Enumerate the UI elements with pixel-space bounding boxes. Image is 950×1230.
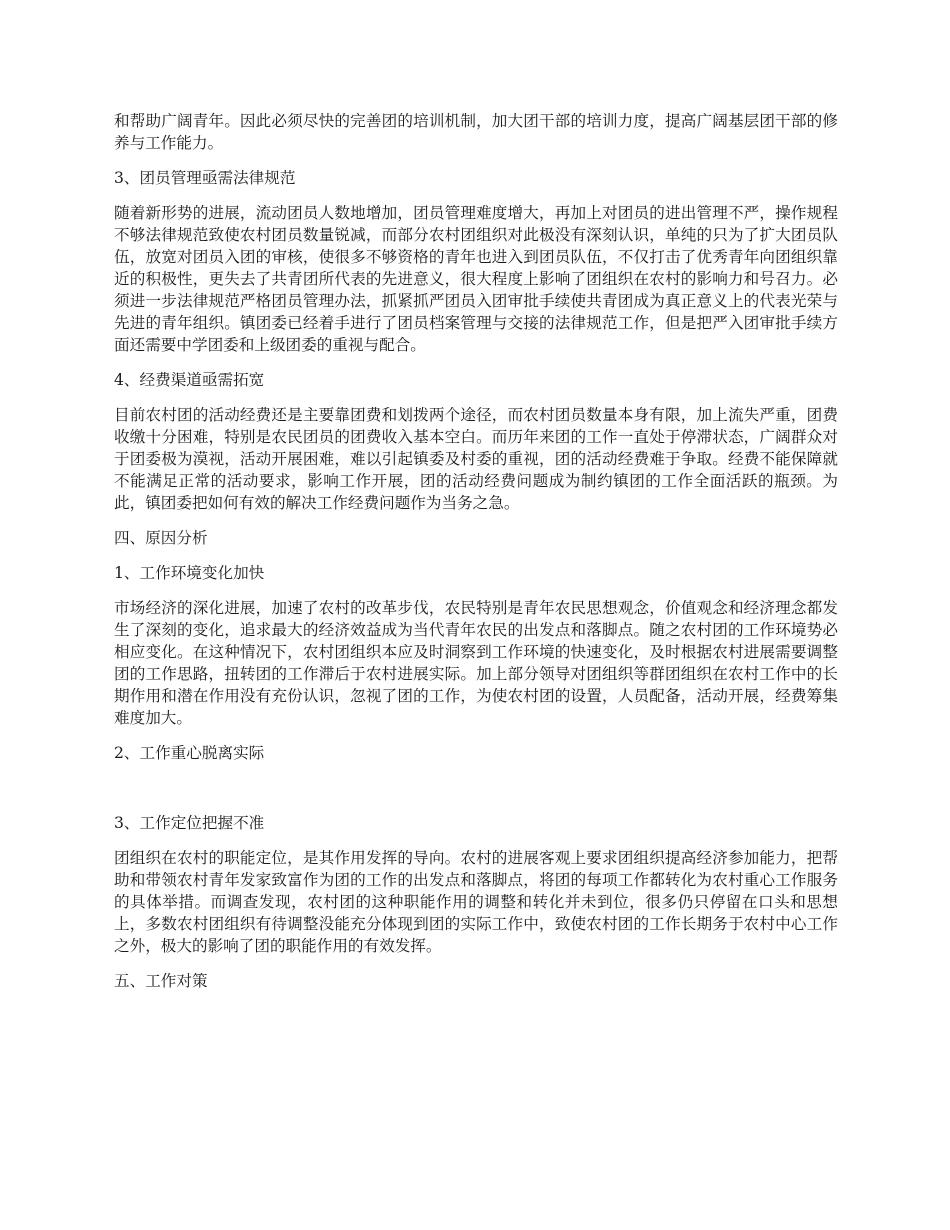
blank-gap xyxy=(114,777,838,812)
paragraph-funding: 目前农村团的活动经费还是主要靠团费和划拨两个途径，而农村团员数量本身有限，加上流失严重，团费收缴十分困难，特别是农民团员的团费收入基本空白。而历年来团的工作一直处于停滞状态，广阔群众对于团委极为漠视，活动开展困难，难以引起镇委及村委的重视，团的活动经费难于争取。经费不能保障就不能满足正常的活动要求，影响工作开展，团的活动经费问题成为制约镇团的工作全面活跃的瓶颈。为此，镇团委把如何有效的解决工作经费问题作为当务之急。 xyxy=(114,406,838,512)
heading-positioning: 3、工作定位把握不准 xyxy=(114,814,265,832)
heading-work-focus: 2、工作重心脱离实际 xyxy=(114,744,265,762)
paragraph-environment-change: 市场经济的深化进展，加速了农村的改革步伐，农民特别是青年农民思想观念，价值观念和经济理念都发生了深刻的变化，追求最大的经济效益成为当代青年农民的出发点和落脚点。随之农村团的工作环境势必相应变化。在这种情况下，农村团组织本应及时洞察到工作环境的快速变化，及时根据农村进展需要调整团的工作思路，扭转团的工作滞后于农村进展实际。加上部分领导对团组织等群团组织在农村工作中的长期作用和潜在作用没有充份认识，忽视了团的工作，为使农村团的设置，人员配备，活动开展，经费筹集难度加大。 xyxy=(114,599,838,727)
heading-cause-analysis: 四、原因分析 xyxy=(114,529,208,547)
heading-countermeasures: 五、工作对策 xyxy=(114,972,208,990)
paragraph-member-management: 随着新形势的进展，流动团员人数地增加，团员管理难度增大，再加上对团员的进出管理不严，操作规程不够法律规范致使农村团员数量锐减，而部分农村团组织对此极没有深刻认识，单纯的只为了扩大团员队伍，放宽对团员入团的审核，使很多不够资格的青年也进入到团员队伍，不仅打击了优秀青年向团组织靠近的积极性，更失去了共青团所代表的先进意义，很大程度上影响了团组织在农村的影响力和号召力。必须进一步法律规范严格团员管理办法，抓紧抓严团员入团审批手续使共青团成为真正意义上的代表光荣与先进的青年组织。镇团委已经着手进行了团员档案管理与交接的法律规范工作，但是把严入团审批手续方面还需要中学团委和上级团委的重视与配合。 xyxy=(114,204,838,354)
heading-member-management: 3、团员管理亟需法律规范 xyxy=(114,169,296,187)
heading-funding: 4、经费渠道亟需拓宽 xyxy=(114,371,265,389)
heading-environment-change: 1、工作环境变化加快 xyxy=(114,564,265,582)
paragraph-training: 和帮助广阔青年。因此必须尽快的完善团的培训机制，加大团干部的培训力度，提高广阔基层团干部的修养与工作能力。 xyxy=(114,112,838,152)
document-page xyxy=(114,110,838,1005)
paragraph-positioning: 团组织在农村的职能定位，是其作用发挥的导向。农村的进展客观上要求团组织提高经济参加能力，把帮助和带领农村青年发家致富作为团的工作的出发点和落脚点，将团的每项工作都转化为农村重心工作服务的具体举措。而调查发现，农村团的这种职能作用的调整和转化并未到位，很多仍只停留在口头和思想上，多数农村团组织有待调整没能充分体现到团的实际工作中，致使农村团的工作长期务于农村中心工作之外，极大的影响了团的职能作用的有效发挥。 xyxy=(114,849,838,955)
